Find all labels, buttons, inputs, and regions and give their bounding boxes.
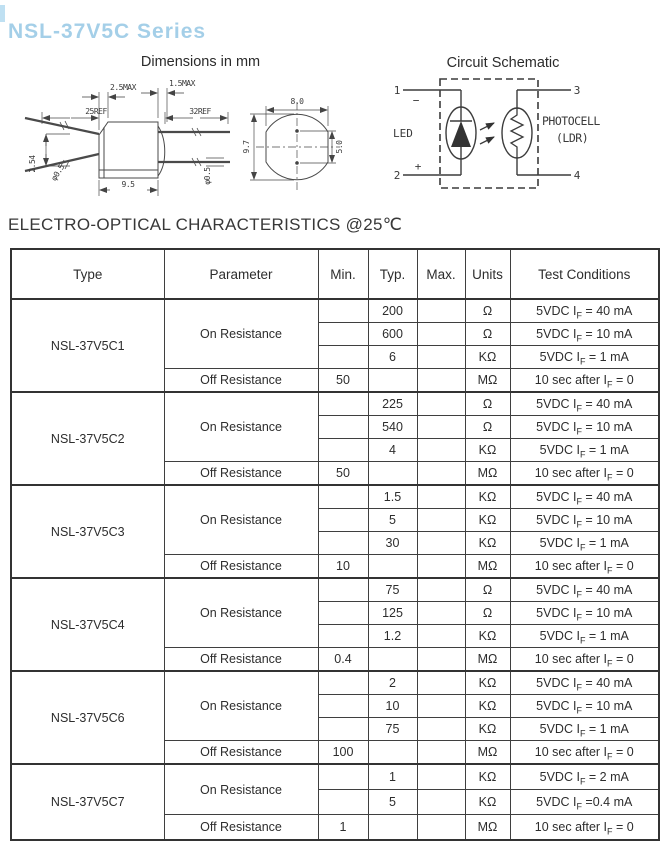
test-conditions-cell: 10 sec after $I_F = 0$ — [510, 815, 659, 841]
led-label: LED — [393, 127, 413, 140]
test-conditions-cell: 5VDC $I_F = 10$ mA — [510, 695, 659, 718]
typ-cell — [368, 462, 417, 486]
dimensions-drawing — [10, 72, 358, 212]
max-cell — [417, 790, 465, 815]
test-conditions-cell: 5VDC $I_F = 10$ mA — [510, 323, 659, 346]
type-cell: NSL-37V5C4 — [11, 578, 164, 671]
units-cell: KΩ — [465, 718, 510, 741]
units-cell: Ω — [465, 416, 510, 439]
dim-label-lead-dia-left: φ0.5 — [49, 162, 67, 183]
col-header-test-conditions: Test Conditions — [510, 249, 659, 299]
parameter-on-cell: On Resistance — [164, 578, 318, 648]
units-cell: KΩ — [465, 509, 510, 532]
units-cell: MΩ — [465, 648, 510, 672]
test-conditions-cell: 5VDC $I_F = 2$ mA — [510, 764, 659, 790]
table-row — [11, 485, 659, 509]
test-conditions-cell: 5VDC $I_F = 10$ mA — [510, 416, 659, 439]
pin2-label: 2 — [393, 169, 401, 182]
test-conditions-cell: 10 sec after $I_F = 0$ — [510, 648, 659, 672]
table-row — [11, 392, 659, 416]
units-cell: Ω — [465, 323, 510, 346]
col-header-parameter: Parameter — [164, 249, 318, 299]
table-row — [11, 671, 659, 695]
typ-cell: 225 — [368, 392, 417, 416]
test-conditions-cell: 5VDC $I_F = 40$ mA — [510, 578, 659, 602]
parameter-off-cell: Off Resistance — [164, 555, 318, 579]
min-cell — [318, 695, 368, 718]
min-cell: 50 — [318, 462, 368, 486]
min-cell: 10 — [318, 555, 368, 579]
max-cell — [417, 509, 465, 532]
typ-cell: 2 — [368, 671, 417, 695]
test-conditions-cell: 5VDC $I_F = 1$ mA — [510, 625, 659, 648]
minus-label: − — [412, 94, 420, 107]
max-cell — [417, 323, 465, 346]
test-conditions-cell: 5VDC $I_F = 40$ mA — [510, 392, 659, 416]
type-cell: NSL-37V5C7 — [11, 764, 164, 840]
max-cell — [417, 369, 465, 393]
dim-label-pitch: 2.54 — [28, 155, 37, 173]
dim-label-lead-dia-right: φ0.5 — [203, 167, 212, 185]
min-cell — [318, 602, 368, 625]
typ-cell: 4 — [368, 439, 417, 462]
min-cell — [318, 509, 368, 532]
units-cell: KΩ — [465, 485, 510, 509]
dim-label-end-width: 8.0 — [290, 97, 304, 106]
max-cell — [417, 602, 465, 625]
typ-cell: 30 — [368, 532, 417, 555]
col-header-type: Type — [11, 249, 164, 299]
typ-cell: 10 — [368, 695, 417, 718]
max-cell — [417, 625, 465, 648]
max-cell — [417, 532, 465, 555]
package-dome — [158, 126, 165, 176]
min-cell: 50 — [318, 369, 368, 393]
dim-label-lead-span: 5.0 — [335, 140, 344, 154]
min-cell — [318, 299, 368, 323]
min-cell: 1 — [318, 815, 368, 841]
typ-cell: 600 — [368, 323, 417, 346]
min-cell — [318, 346, 368, 369]
dimensions-caption: Dimensions in mm — [140, 54, 261, 70]
max-cell — [417, 764, 465, 790]
schematic-caption: Circuit Schematic — [446, 55, 560, 71]
dim-label-25max: 2.5MAX — [110, 83, 136, 92]
max-cell — [417, 671, 465, 695]
eo-table-body — [11, 299, 659, 840]
typ-cell: 125 — [368, 602, 417, 625]
units-cell: KΩ — [465, 671, 510, 695]
test-conditions-cell: 5VDC $I_F = 40$ mA — [510, 485, 659, 509]
max-cell — [417, 555, 465, 579]
parameter-off-cell: Off Resistance — [164, 815, 318, 841]
typ-cell — [368, 815, 417, 841]
min-cell — [318, 532, 368, 555]
units-cell: KΩ — [465, 695, 510, 718]
pin4-label: 4 — [573, 169, 581, 182]
dim-label-25ref: 25REF — [85, 107, 107, 116]
parameter-on-cell: On Resistance — [164, 671, 318, 741]
corner-artifact — [0, 5, 5, 22]
test-conditions-cell: 10 sec after $I_F = 0$ — [510, 369, 659, 393]
typ-cell — [368, 555, 417, 579]
section-heading: ELECTRO-OPTICAL CHARACTERISTICS @25℃ — [8, 215, 403, 234]
parameter-on-cell: On Resistance — [164, 392, 318, 462]
min-cell — [318, 578, 368, 602]
test-conditions-cell: 5VDC $I_F = 1$ mA — [510, 439, 659, 462]
typ-cell: 540 — [368, 416, 417, 439]
max-cell — [417, 416, 465, 439]
units-cell: Ω — [465, 578, 510, 602]
typ-cell — [368, 648, 417, 672]
test-conditions-cell: 5VDC $I_F = 10$ mA — [510, 509, 659, 532]
light-arrow — [480, 137, 494, 144]
units-cell: KΩ — [465, 625, 510, 648]
typ-cell: 200 — [368, 299, 417, 323]
min-cell — [318, 392, 368, 416]
min-cell — [318, 439, 368, 462]
max-cell — [417, 392, 465, 416]
typ-cell: 75 — [368, 718, 417, 741]
test-conditions-cell: 10 sec after $I_F = 0$ — [510, 462, 659, 486]
circuit-schematic-drawing — [385, 75, 665, 200]
min-cell — [318, 718, 368, 741]
page-title: NSL-37V5C Series — [8, 20, 207, 43]
col-header-max: Max. — [417, 249, 465, 299]
pin1-label: 1 — [393, 84, 401, 97]
min-cell: 100 — [318, 741, 368, 765]
col-header-units: Units — [465, 249, 510, 299]
dim-label-32ref: 32REF — [189, 107, 211, 116]
typ-cell: 5 — [368, 509, 417, 532]
test-conditions-cell: 5VDC $I_F = 40$ mA — [510, 671, 659, 695]
typ-cell: 1.2 — [368, 625, 417, 648]
plus-label: + — [414, 160, 422, 173]
type-cell: NSL-37V5C3 — [11, 485, 164, 578]
typ-cell: 1.5 — [368, 485, 417, 509]
table-row — [11, 764, 659, 790]
dim-label-body-length: 9.5 — [121, 180, 135, 189]
max-cell — [417, 346, 465, 369]
typ-cell — [368, 741, 417, 765]
dim-label-15max: 1.5MAX — [169, 79, 195, 88]
col-header-min: Min. — [318, 249, 368, 299]
schematic-boundary — [440, 79, 538, 188]
min-cell: 0.4 — [318, 648, 368, 672]
max-cell — [417, 741, 465, 765]
max-cell — [417, 462, 465, 486]
max-cell — [417, 299, 465, 323]
units-cell: MΩ — [465, 369, 510, 393]
parameter-on-cell: On Resistance — [164, 299, 318, 369]
parameter-on-cell: On Resistance — [164, 485, 318, 555]
parameter-on-cell: On Resistance — [164, 764, 318, 815]
typ-cell: 1 — [368, 764, 417, 790]
parameter-off-cell: Off Resistance — [164, 648, 318, 672]
test-conditions-cell: 5VDC $I_F = 10$ mA — [510, 602, 659, 625]
max-cell — [417, 815, 465, 841]
table-header-row — [11, 249, 659, 299]
test-conditions-cell: 5VDC $I_F = 1$ mA — [510, 346, 659, 369]
test-conditions-cell: 5VDC $I_F = 1$ mA — [510, 532, 659, 555]
test-conditions-cell: 5VDC $I_F = 40$ mA — [510, 299, 659, 323]
test-conditions-cell: 5VDC $I_F =0.4$ mA — [510, 790, 659, 815]
max-cell — [417, 648, 465, 672]
min-cell — [318, 625, 368, 648]
pin3-label: 3 — [573, 84, 581, 97]
type-cell: NSL-37V5C2 — [11, 392, 164, 485]
parameter-off-cell: Off Resistance — [164, 741, 318, 765]
units-cell: KΩ — [465, 346, 510, 369]
units-cell: KΩ — [465, 764, 510, 790]
typ-cell: 6 — [368, 346, 417, 369]
max-cell — [417, 718, 465, 741]
test-conditions-cell: 10 sec after $I_F = 0$ — [510, 555, 659, 579]
type-cell: NSL-37V5C1 — [11, 299, 164, 392]
parameter-off-cell: Off Resistance — [164, 369, 318, 393]
units-cell: Ω — [465, 299, 510, 323]
test-conditions-cell: 10 sec after $I_F = 0$ — [510, 741, 659, 765]
units-cell: MΩ — [465, 555, 510, 579]
typ-cell: 5 — [368, 790, 417, 815]
max-cell — [417, 485, 465, 509]
photocell-label: PHOTOCELL — [542, 114, 600, 128]
units-cell: KΩ — [465, 439, 510, 462]
light-arrow — [480, 123, 494, 130]
test-conditions-cell: 5VDC $I_F = 1$ mA — [510, 718, 659, 741]
min-cell — [318, 790, 368, 815]
min-cell — [318, 416, 368, 439]
units-cell: MΩ — [465, 462, 510, 486]
typ-cell — [368, 369, 417, 393]
table-row — [11, 578, 659, 602]
eo-characteristics-table — [10, 248, 660, 841]
ldr-label: (LDR) — [556, 131, 589, 145]
min-cell — [318, 764, 368, 790]
units-cell: MΩ — [465, 741, 510, 765]
max-cell — [417, 578, 465, 602]
typ-cell: 75 — [368, 578, 417, 602]
dim-label-end-height: 9.7 — [242, 140, 251, 154]
min-cell — [318, 671, 368, 695]
type-cell: NSL-37V5C6 — [11, 671, 164, 764]
table-row — [11, 299, 659, 323]
units-cell: KΩ — [465, 790, 510, 815]
max-cell — [417, 695, 465, 718]
max-cell — [417, 439, 465, 462]
min-cell — [318, 485, 368, 509]
units-cell: MΩ — [465, 815, 510, 841]
units-cell: KΩ — [465, 532, 510, 555]
col-header-typ: Typ. — [368, 249, 417, 299]
parameter-off-cell: Off Resistance — [164, 462, 318, 486]
units-cell: Ω — [465, 602, 510, 625]
units-cell: Ω — [465, 392, 510, 416]
min-cell — [318, 323, 368, 346]
